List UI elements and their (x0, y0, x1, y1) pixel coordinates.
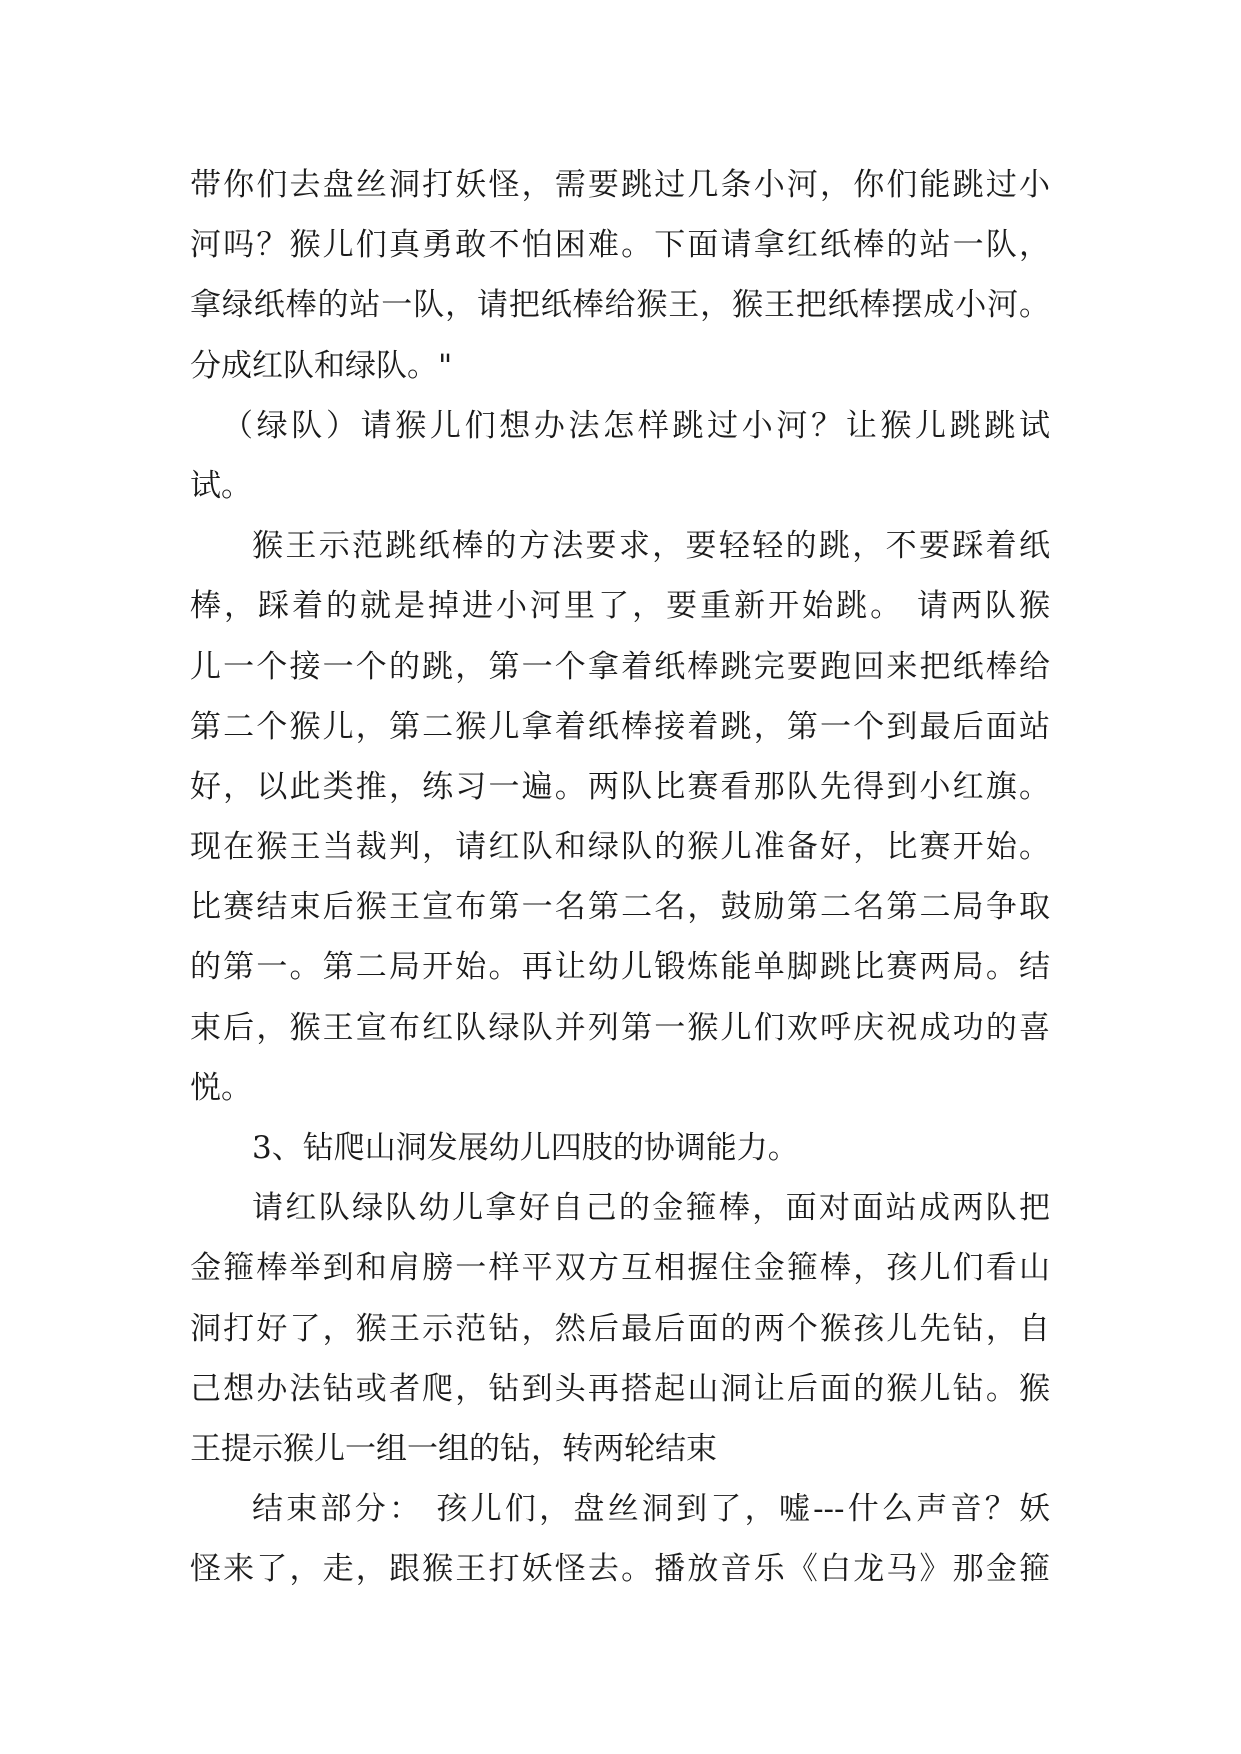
text-line: 第二个猴儿，第二猴儿拿着纸棒接着跳，第一个到最后面站 (190, 708, 1050, 745)
text-line: 现在猴王当裁判，请红队和绿队的猴儿准备好，比赛开始。 (190, 829, 1050, 866)
document-body (190, 155, 1050, 1600)
text-line: 怪来了，走，跟猴王打妖怪去。播放音乐《白龙马》那金箍 (190, 1551, 1050, 1588)
text-line: 结束部分： 孩儿们，盘丝洞到了，嘘---什么声音？妖 (252, 1491, 1050, 1528)
text-line: 河吗？猴儿们真勇敢不怕困难。下面请拿红纸棒的站一队， (190, 227, 1050, 264)
text-line: 儿一个接一个的跳，第一个拿着纸棒跳完要跑回来把纸棒给 (190, 648, 1050, 685)
text-line: 己想办法钻或者爬，钻到头再搭起山洞让后面的猴儿钻。猴 (190, 1370, 1050, 1407)
text-line: 棒，踩着的就是掉进小河里了，要重新开始跳。 请两队猴 (190, 588, 1050, 625)
text-line: 好，以此类推，练习一遍。两队比赛看那队先得到小红旗。 (190, 768, 1050, 805)
text-line: 悦。 (190, 1069, 252, 1106)
text-line: 束后，猴王宣布红队绿队并列第一猴儿们欢呼庆祝成功的喜 (190, 1009, 1050, 1046)
section-heading: 3、钻爬山洞发展幼儿四肢的协调能力。 (252, 1130, 799, 1166)
text-line: 的第一。第二局开始。再让幼儿锻炼能单脚跳比赛两局。结 (190, 949, 1050, 986)
text-line: 拿绿纸棒的站一队，请把纸棒给猴王，猴王把纸棒摆成小河。 (190, 287, 1050, 324)
text-line: 王提示猴儿一组一组的钻，转两轮结束 (190, 1430, 717, 1467)
text-line: 带你们去盘丝洞打妖怪，需要跳过几条小河，你们能跳过小 (190, 167, 1050, 203)
text-line: 猴王示范跳纸棒的方法要求，要轻轻的跳，不要踩着纸 (252, 528, 1050, 565)
text-line: 试。 (190, 467, 252, 504)
text-line: 洞打好了，猴王示范钻，然后最后面的两个猴孩儿先钻，自 (190, 1310, 1050, 1347)
text-line: 比赛结束后猴王宣布第一名第二名，鼓励第二名第二局争取 (190, 889, 1050, 926)
text-line: （绿队）请猴儿们想办法怎样跳过小河？让猴儿跳跳试 (222, 407, 1050, 444)
text-line: 分成红队和绿队。" (190, 347, 453, 384)
text-line: 金箍棒举到和肩膀一样平双方互相握住金箍棒，孩儿们看山 (190, 1250, 1050, 1287)
text-line: 请红队绿队幼儿拿好自己的金箍棒，面对面站成两队把 (252, 1190, 1050, 1227)
